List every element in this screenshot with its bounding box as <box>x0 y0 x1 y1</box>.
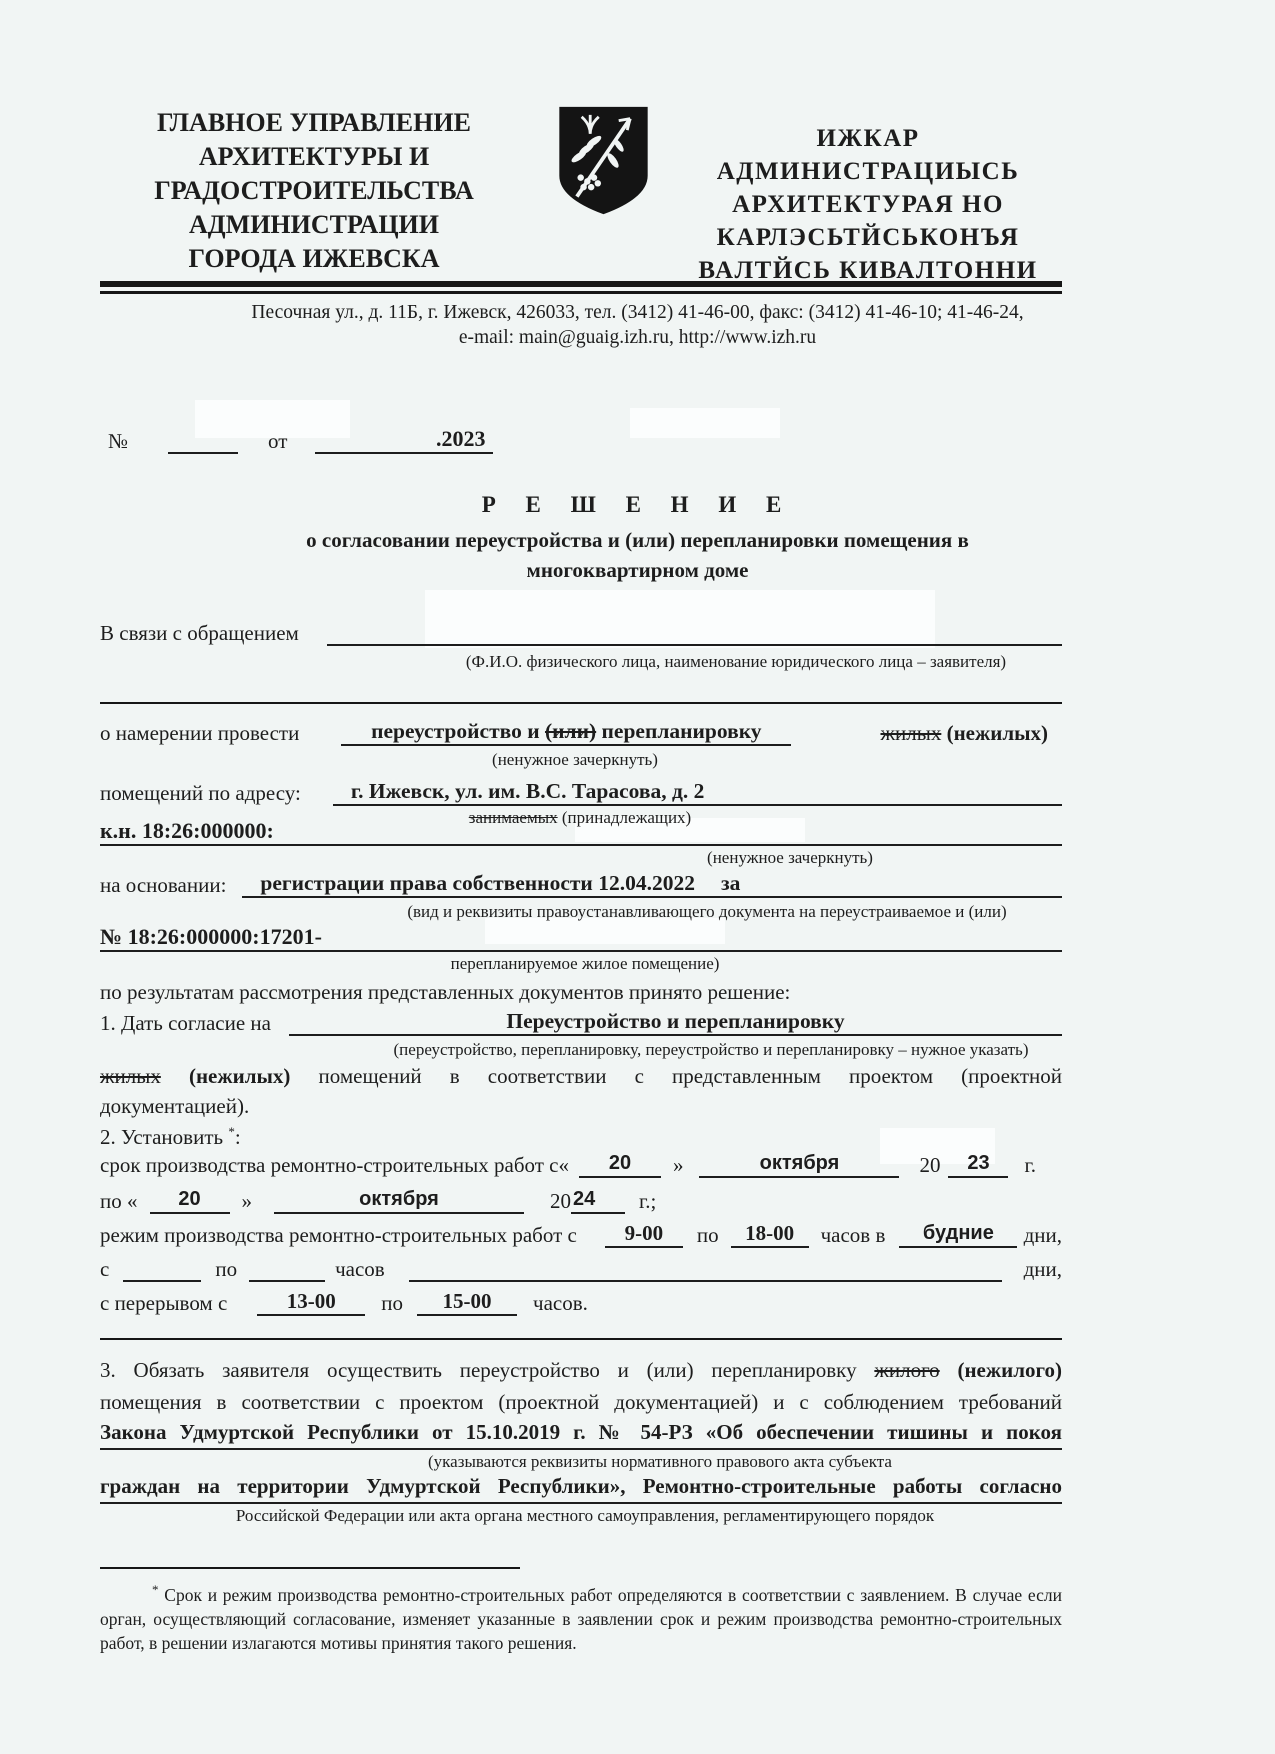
term-from-label: срок производства ремонтно-строительных работ с« <box>100 1153 569 1177</box>
address-row <box>100 772 1062 806</box>
doc-title: Р Е Ш Е Н И Е <box>481 492 794 517</box>
hours-from-field: 9-00 <box>605 1221 683 1248</box>
doc-subtitle-line1: о согласовании переустройства и (или) перепланировки помещения в <box>306 528 969 552</box>
org-name-russian <box>138 106 490 276</box>
appeal-row <box>100 612 1062 646</box>
address-label: помещений по адресу: <box>100 781 301 805</box>
term-from-row: срок производства ремонтно-строительных работ с« 20 » октября 20 23 г. <box>100 1152 1036 1177</box>
consent-value-field: Переустройство и перепланировку <box>289 1009 1062 1036</box>
org-name-udmurt <box>662 122 1074 287</box>
intent-label: о намерении провести <box>100 721 300 745</box>
cadastral-number: к.н. 18:26:000000: <box>100 818 274 843</box>
registration-caption: перепланируемое жилое помещение) <box>450 954 720 973</box>
basis-label: на основании: <box>100 873 227 897</box>
org-name-line: АРХИТЕКТУРАЯ НО <box>732 191 1004 218</box>
break-row: с перерывом с 13-00 по 15-00 часов. <box>100 1289 588 1315</box>
term-month-field: октября <box>699 1152 899 1178</box>
izhevsk-coat-of-arms-icon <box>556 103 651 218</box>
consent-caption: (переустройство, перепланировку, переустройство и перепланировку – нужное указать) <box>393 1040 1029 1059</box>
org-name-line: ВАЛТЙСЬ КИВАЛТОННИ <box>698 257 1038 284</box>
consent-text-line1: жилых (нежилых) помещений в соответствии с представленным проектом (проектной <box>100 1064 1063 1088</box>
extra-days-field <box>409 1280 1002 1282</box>
contact-address-line: Песочная ул., д. 11Б, г. Ижевск, 426033, тел. (3412) 41-46-00, факс: (3412) 41-46-10; 41-46-24, <box>251 302 1024 323</box>
from-label: от <box>268 429 288 453</box>
owned-caption: занимаемых (принадлежащих) <box>468 808 692 827</box>
org-name-line: ИЖКАР АДМИНИСТРАЦИЫСЬ <box>716 125 1020 185</box>
extra-from-field <box>123 1256 201 1282</box>
cross-out-caption: (ненужное зачеркнуть) <box>707 848 873 867</box>
org-name-line: АРХИТЕКТУРЫ И <box>198 142 430 171</box>
struck-ili: (или) <box>544 719 597 743</box>
org-name-line: ГРАДОСТРОИТЕЛЬСТВА <box>154 176 474 205</box>
applicant-name-field-line2 <box>100 676 1062 704</box>
term-to-year-field: 24 <box>571 1188 625 1214</box>
doc-date-field: .2023 <box>315 426 493 454</box>
registration-number-row <box>100 920 1062 952</box>
break-from-field: 13-00 <box>257 1289 365 1316</box>
org-name-line: КАРЛЭСЬТЙСЬКОНЪЯ <box>716 224 1020 251</box>
premises-kind: жилых (нежилых) <box>880 721 1048 745</box>
org-name-line: ГОРОДА ИЖЕВСКА <box>188 244 440 273</box>
law-reference-line1: Закона Удмуртской Республики от 15.10.2019 г. № 54-РЗ «Об обеспечении тишины и покоя <box>100 1420 1062 1450</box>
doc-number-row <box>108 424 668 454</box>
footnote-divider <box>100 1567 520 1569</box>
obligation-line2: помещения в соответствии с проектом (проектной документацией) и с соблюдением требований <box>100 1390 1062 1414</box>
doc-subtitle-line2: многоквартирном доме <box>526 558 749 582</box>
cadastral-number-row <box>100 814 1062 846</box>
contact-email-line: e-mail: main@guaig.izh.ru, http://www.izh.ru <box>458 327 817 348</box>
term-to-month-field: октября <box>274 1188 524 1214</box>
term-to-day-field: 20 <box>150 1188 230 1214</box>
consent-text-line2: документацией). <box>100 1094 250 1118</box>
work-type-field: переустройство и (или) перепланировку <box>341 719 791 746</box>
term-year-field: 23 <box>948 1152 1008 1178</box>
appeal-caption: (Ф.И.О. физического лица, наименование юридического лица – заявителя) <box>465 652 1007 671</box>
law-reference-line2: граждан на территории Удмуртской Республики», Ремонтно-строительные работы согласно <box>100 1474 1062 1504</box>
address-value-field: г. Ижевск, ул. им. В.С. Тарасова, д. 2 <box>333 779 1062 806</box>
consent-label: 1. Дать согласие на <box>100 1011 271 1035</box>
struck-zhilogo: жилого <box>874 1358 940 1382</box>
doc-number-field <box>168 428 238 454</box>
days-type-field: будние <box>899 1222 1017 1248</box>
term-day-field: 20 <box>579 1152 661 1178</box>
basis-value-field: регистрации права собственности 12.04.2022 за <box>242 871 1062 898</box>
number-sign: № <box>108 429 129 453</box>
basis-row <box>100 870 1062 898</box>
basis-caption: (вид и реквизиты правоустанавливающего документа на переустраиваемое и (или) <box>407 902 1007 921</box>
extra-hours-row: с по часов дни, <box>100 1257 1062 1281</box>
letterhead-divider <box>100 281 1062 294</box>
break-label: с перерывом с <box>100 1291 228 1315</box>
registration-number: № 18:26:000000:17201- <box>100 924 322 949</box>
term-to-label: по « <box>100 1189 138 1213</box>
applicant-name-field <box>327 644 1062 646</box>
org-name-line: ГЛАВНОЕ УПРАВЛЕНИЕ <box>157 108 471 137</box>
struck-zhilykh: жилых <box>880 721 942 745</box>
cross-out-caption: (ненужное зачеркнуть) <box>492 750 658 769</box>
appeal-label: В связи с обращением <box>100 621 299 645</box>
law-caption1: (указываются реквизиты нормативного правового акта субъекта <box>428 1452 892 1471</box>
org-name-line: АДМИНИСТРАЦИИ <box>189 210 439 239</box>
establish-label: 2. Установить *: <box>100 1124 241 1149</box>
obligation-line1: 3. Обязать заявителя осуществить переустройство и (или) перепланировку жилого (нежилого) <box>100 1358 1062 1382</box>
intent-row <box>100 712 1062 746</box>
term-to-row: по « 20 » октября 20 24 г.; <box>100 1188 657 1213</box>
consent-row <box>100 1006 1062 1036</box>
extra-to-field <box>249 1256 325 1282</box>
work-hours-row: режим производства ремонтно-строительных работ с 9-00 по 18-00 часов в будние дни, <box>100 1221 1062 1247</box>
section-divider-line <box>100 1338 1062 1340</box>
hours-to-field: 18-00 <box>731 1221 809 1248</box>
break-to-field: 15-00 <box>417 1289 517 1316</box>
footnote-text: * Срок и режим производства ремонтно-строительных работ определяются в соответствии с заявлением. В случае если орган, осуществляющий согласование, изменяет указанные в заявлении срок и режим производства ремонтно-строительных работ, в решении излагаются мотивы принятия такого решения. <box>100 1582 1063 1653</box>
work-hours-label: режим производства ремонтно-строительных работ с <box>100 1223 577 1247</box>
law-caption2: Российской Федерации или акта органа местного самоуправления, регламентирующего порядок <box>235 1506 935 1525</box>
result-statement: по результатам рассмотрения представленных документов принято решение: <box>100 980 791 1004</box>
